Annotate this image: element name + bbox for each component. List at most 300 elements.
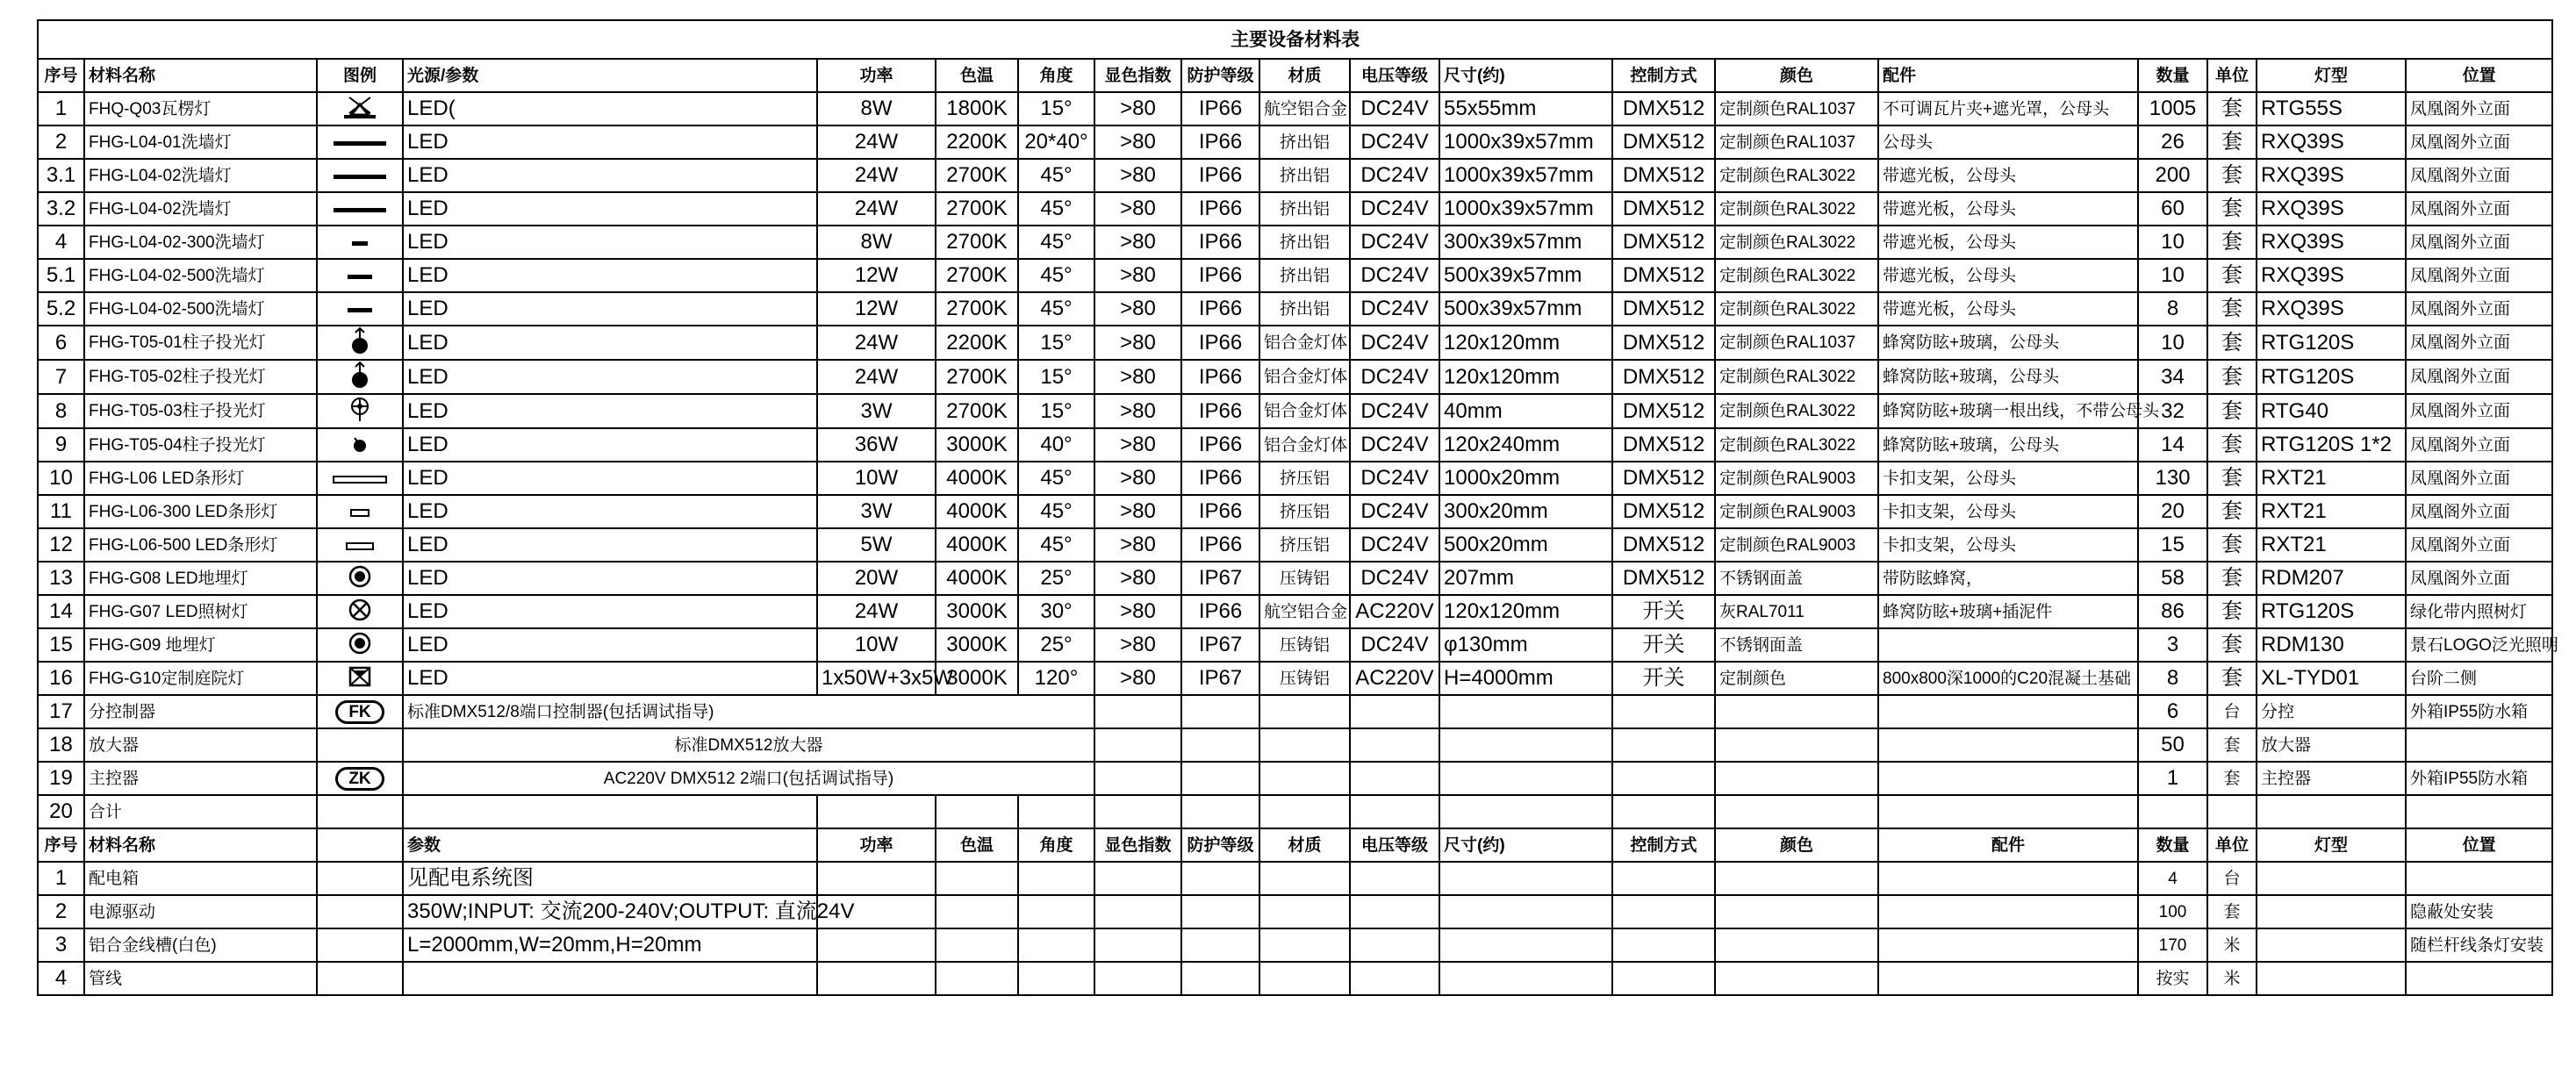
cell-ip: IP66	[1181, 462, 1259, 495]
cell-angle: 45°	[1018, 528, 1094, 562]
cell-name: 合计	[84, 795, 317, 828]
cell-control: DMX512	[1612, 226, 1715, 259]
column-header: 位置	[2406, 59, 2552, 92]
column-header: 配件	[1878, 59, 2138, 92]
cell-material: 挤出铝	[1259, 192, 1350, 226]
cell-unit: 套	[2207, 528, 2257, 562]
legend-cell	[317, 528, 403, 562]
cell-ip: IP66	[1181, 226, 1259, 259]
cell-unit: 套	[2207, 259, 2257, 292]
cell-cri: >80	[1094, 259, 1181, 292]
empty-cell	[2257, 862, 2406, 895]
cell-no: 14	[38, 595, 84, 628]
cell-pos: 凤凰阁外立面	[2406, 495, 2552, 528]
cell-src: LED	[403, 428, 817, 462]
cell-acc: 卡扣支架，公母头	[1878, 462, 2138, 495]
empty-cell	[1439, 795, 1612, 828]
cell-material: 航空铝合金	[1259, 595, 1350, 628]
cell-name: FHG-L04-02-300洗墙灯	[84, 226, 317, 259]
table-title: 主要设备材料表	[38, 20, 2552, 59]
cell-control: 开关	[1612, 662, 1715, 695]
cell-cct: 4000K	[936, 495, 1018, 528]
cell-material: 铝合金灯体	[1259, 394, 1350, 428]
cell-acc: 带防眩蜂窝，	[1878, 562, 2138, 595]
column-header: 显色指数	[1094, 828, 1181, 862]
cell-cri: >80	[1094, 595, 1181, 628]
cell-cct: 4000K	[936, 462, 1018, 495]
cell-pos: 绿化带内照树灯	[2406, 595, 2552, 628]
empty-cell	[1094, 762, 1181, 795]
linear-short-icon	[352, 232, 368, 253]
empty-cell	[1612, 962, 1715, 995]
cell-unit: 米	[2207, 962, 2257, 995]
cell-material: 铝合金灯体	[1259, 428, 1350, 462]
cell-model: RDM130	[2257, 628, 2406, 662]
cell-unit: 套	[2207, 394, 2257, 428]
cell-power: 10W	[817, 462, 936, 495]
cell-model: RTG120S	[2257, 326, 2406, 360]
cell-name: FHG-L04-02-500洗墙灯	[84, 259, 317, 292]
cell-no: 2	[38, 895, 84, 928]
cell-name: 放大器	[84, 728, 317, 762]
strip-long-icon	[333, 468, 387, 489]
cell-no: 6	[38, 326, 84, 360]
cell-control: DMX512	[1612, 495, 1715, 528]
cell-cct: 3000K	[936, 628, 1018, 662]
cell-ip: IP66	[1181, 92, 1259, 125]
legend-cell	[317, 192, 403, 226]
cell-unit: 套	[2207, 292, 2257, 326]
table-row	[38, 292, 2552, 326]
spotlight-up-icon	[348, 326, 372, 359]
legend-cell	[317, 695, 403, 728]
cell-color: 定制颜色RAL3022	[1715, 226, 1878, 259]
empty-cell	[1612, 862, 1715, 895]
column-header: 显色指数	[1094, 59, 1181, 92]
cell-ip: IP66	[1181, 394, 1259, 428]
column-header: 数量	[2138, 828, 2207, 862]
cell-color: 定制颜色	[1715, 662, 1878, 695]
cell-name: FHG-T05-04柱子投光灯	[84, 428, 317, 462]
cell-control: DMX512	[1612, 259, 1715, 292]
empty-cell	[1439, 895, 1612, 928]
legend-cell	[317, 259, 403, 292]
empty-cell	[1878, 962, 2138, 995]
cell-voltage: DC24V	[1350, 528, 1439, 562]
cell-model: RTG120S 1*2	[2257, 428, 2406, 462]
cell-unit: 套	[2207, 326, 2257, 360]
cell-control: DMX512	[1612, 360, 1715, 394]
cell-no: 13	[38, 562, 84, 595]
cell-ip: IP66	[1181, 360, 1259, 394]
cell-ip: IP66	[1181, 495, 1259, 528]
cell-pos	[2406, 862, 2552, 895]
cell-cri: >80	[1094, 428, 1181, 462]
cell-unit: 套	[2207, 226, 2257, 259]
empty-cell	[817, 795, 936, 828]
cell-angle: 15°	[1018, 394, 1094, 428]
cell-power: 36W	[817, 428, 936, 462]
cell-power: 24W	[817, 360, 936, 394]
table-row	[38, 562, 2552, 595]
column-header: 数量	[2138, 59, 2207, 92]
cell-pos: 凤凰阁外立面	[2406, 360, 2552, 394]
empty-cell	[1094, 962, 1181, 995]
cell-name: FHG-L06-500 LED条形灯	[84, 528, 317, 562]
table-row	[38, 962, 2552, 995]
cell-name: FHG-T05-02柱子投光灯	[84, 360, 317, 394]
cell-src: LED	[403, 259, 817, 292]
empty-cell	[1094, 695, 1181, 728]
empty-cell	[1612, 762, 1715, 795]
garden-light-box-icon	[348, 666, 371, 692]
cell-qty: 50	[2138, 728, 2207, 762]
cell-cct: 2700K	[936, 360, 1018, 394]
cell-material: 挤压铝	[1259, 462, 1350, 495]
cell-size: 120x120mm	[1439, 326, 1612, 360]
cell-pos: 凤凰阁外立面	[2406, 394, 2552, 428]
table-row	[38, 92, 2552, 125]
cell-no: 19	[38, 762, 84, 795]
cell-no: 8	[38, 394, 84, 428]
cell-no: 5.1	[38, 259, 84, 292]
cell-cct: 3000K	[936, 662, 1018, 695]
cell-unit: 套	[2207, 360, 2257, 394]
column-header: 控制方式	[1612, 59, 1715, 92]
empty-cell	[1350, 795, 1439, 828]
empty-cell	[2207, 795, 2257, 828]
cell-no: 1	[38, 92, 84, 125]
cell-name: FHG-L06 LED条形灯	[84, 462, 317, 495]
empty-cell	[1715, 928, 1878, 962]
cell-angle: 15°	[1018, 360, 1094, 394]
empty-cell	[1181, 695, 1259, 728]
cell-ip: IP67	[1181, 662, 1259, 695]
legend-cell	[317, 762, 403, 795]
cell-src: LED	[403, 562, 817, 595]
material-table	[37, 19, 2558, 996]
cell-angle: 25°	[1018, 562, 1094, 595]
cell-power: 24W	[817, 159, 936, 192]
cell-cri: >80	[1094, 394, 1181, 428]
cell-power: 12W	[817, 292, 936, 326]
empty-cell	[1439, 695, 1612, 728]
cell-voltage: DC24V	[1350, 462, 1439, 495]
cell-material: 铝合金灯体	[1259, 360, 1350, 394]
cell-angle: 40°	[1018, 428, 1094, 462]
column-header: 单位	[2207, 828, 2257, 862]
cell-size: 500x39x57mm	[1439, 259, 1612, 292]
cell-qty: 34	[2138, 360, 2207, 394]
cell-color: 定制颜色RAL3022	[1715, 292, 1878, 326]
cell-name: FHG-L04-02洗墙灯	[84, 192, 317, 226]
legend-cell	[317, 226, 403, 259]
empty-cell	[1350, 762, 1439, 795]
empty-cell	[1715, 895, 1878, 928]
cell-cri: >80	[1094, 226, 1181, 259]
cell-unit: 套	[2207, 895, 2257, 928]
cell-cri: >80	[1094, 628, 1181, 662]
empty-cell	[1878, 695, 2138, 728]
cell-pos: 外箱IP55防水箱	[2406, 762, 2552, 795]
cell-cri: >80	[1094, 360, 1181, 394]
cell-ip: IP66	[1181, 428, 1259, 462]
cell-power: 3W	[817, 495, 936, 528]
cell-angle: 45°	[1018, 292, 1094, 326]
empty-cell	[1350, 728, 1439, 762]
empty-cell	[1094, 795, 1181, 828]
empty-cell	[1018, 895, 1094, 928]
legend-cell	[317, 495, 403, 528]
cell-unit: 套	[2207, 462, 2257, 495]
cell-name: FHG-G07 LED照树灯	[84, 595, 317, 628]
cell-angle: 15°	[1018, 326, 1094, 360]
cell-voltage: DC24V	[1350, 428, 1439, 462]
cell-qty: 按实	[2138, 962, 2207, 995]
cell-pos	[2406, 962, 2552, 995]
cell-name: 配电箱	[84, 862, 317, 895]
cell-unit: 套	[2207, 159, 2257, 192]
column-header: 角度	[1018, 828, 1094, 862]
cell-material: 铝合金灯体	[1259, 326, 1350, 360]
cell-pos: 外箱IP55防水箱	[2406, 695, 2552, 728]
cell-name: 铝合金线槽(白色)	[84, 928, 317, 962]
table-row	[38, 226, 2552, 259]
cell-model: RXQ39S	[2257, 259, 2406, 292]
empty-cell	[936, 795, 1018, 828]
cell-size: 300x20mm	[1439, 495, 1612, 528]
cell-cri: >80	[1094, 292, 1181, 326]
cell-ip: IP66	[1181, 292, 1259, 326]
strip-medium-icon	[346, 534, 374, 555]
column-header: 电压等级	[1350, 828, 1439, 862]
table-row	[38, 428, 2552, 462]
empty-cell	[936, 862, 1018, 895]
cell-power: 12W	[817, 259, 936, 292]
cell-control: DMX512	[1612, 462, 1715, 495]
cell-angle: 25°	[1018, 628, 1094, 662]
spotlight-cross-icon	[348, 395, 372, 427]
cell-color: 定制颜色RAL1037	[1715, 92, 1878, 125]
cell-src: LED	[403, 628, 817, 662]
cell-voltage: DC24V	[1350, 259, 1439, 292]
cell-no: 1	[38, 862, 84, 895]
table-row	[38, 360, 2552, 394]
cell-model: RXQ39S	[2257, 292, 2406, 326]
empty-cell	[936, 962, 1018, 995]
wall-washer-angle-icon	[341, 94, 379, 125]
cell-size: 40mm	[1439, 394, 1612, 428]
cell-color: 定制颜色RAL3022	[1715, 394, 1878, 428]
cell-color: 定制颜色RAL3022	[1715, 159, 1878, 192]
column-header: 功率	[817, 828, 936, 862]
cell-unit: 套	[2207, 125, 2257, 159]
empty-cell	[1094, 895, 1181, 928]
cell-cri: >80	[1094, 326, 1181, 360]
cell-name: FHG-L06-300 LED条形灯	[84, 495, 317, 528]
empty-cell	[1259, 962, 1350, 995]
empty-cell	[817, 962, 936, 995]
cell-size: 500x39x57mm	[1439, 292, 1612, 326]
table-row	[38, 462, 2552, 495]
cell-name: 分控制器	[84, 695, 317, 728]
cell-qty: 200	[2138, 159, 2207, 192]
cell-control: DMX512	[1612, 428, 1715, 462]
cell-acc: 带遮光板，公母头	[1878, 159, 2138, 192]
cell-color: 定制颜色RAL9003	[1715, 528, 1878, 562]
column-header: 材质	[1259, 828, 1350, 862]
cell-cri: >80	[1094, 528, 1181, 562]
cell-cct: 3000K	[936, 428, 1018, 462]
cell-material: 挤出铝	[1259, 226, 1350, 259]
cell-size: 120x120mm	[1439, 595, 1612, 628]
cell-color: 定制颜色RAL1037	[1715, 326, 1878, 360]
cell-ip: IP66	[1181, 192, 1259, 226]
cell-control: DMX512	[1612, 192, 1715, 226]
cell-pos: 凤凰阁外立面	[2406, 428, 2552, 462]
empty-cell	[1878, 862, 2138, 895]
cell-model: RXQ39S	[2257, 125, 2406, 159]
cell-no: 15	[38, 628, 84, 662]
column-header	[317, 828, 403, 862]
table-row	[38, 662, 2552, 695]
cell-material: 压铸铝	[1259, 562, 1350, 595]
cell-unit: 套	[2207, 562, 2257, 595]
column-header: 光源/参数	[403, 59, 817, 92]
cell-angle: 45°	[1018, 192, 1094, 226]
table-row	[38, 326, 2552, 360]
column-header: 位置	[2406, 828, 2552, 862]
empty-cell	[1439, 728, 1612, 762]
column-header: 序号	[38, 828, 84, 862]
table-row	[38, 595, 2552, 628]
cell-acc: 带遮光板，公母头	[1878, 292, 2138, 326]
cell-acc: 公母头	[1878, 125, 2138, 159]
cell-model: 放大器	[2257, 728, 2406, 762]
cell-model: RXQ39S	[2257, 226, 2406, 259]
empty-cell	[1259, 762, 1350, 795]
cell-src: LED	[403, 394, 817, 428]
cell-pos: 凤凰阁外立面	[2406, 92, 2552, 125]
cell-src: LED	[403, 292, 817, 326]
cell-cct: 2700K	[936, 159, 1018, 192]
cell-qty: 20	[2138, 495, 2207, 528]
cell-control: DMX512	[1612, 394, 1715, 428]
legend-cell	[317, 595, 403, 628]
cell-acc: 卡扣支架，公母头	[1878, 528, 2138, 562]
cell-material: 压铸铝	[1259, 662, 1350, 695]
column-header: 单位	[2207, 59, 2257, 92]
empty-cell	[1181, 795, 1259, 828]
empty-cell	[936, 928, 1018, 962]
cell-size: 300x39x57mm	[1439, 226, 1612, 259]
cell-angle: 45°	[1018, 159, 1094, 192]
cell-size: 120x120mm	[1439, 360, 1612, 394]
cell-material: 挤压铝	[1259, 495, 1350, 528]
cell-model: RTG55S	[2257, 92, 2406, 125]
empty-cell	[1350, 695, 1439, 728]
cell-power: 24W	[817, 125, 936, 159]
empty-cell	[1715, 962, 1878, 995]
cell-cct: 2200K	[936, 326, 1018, 360]
cell-pos: 景石LOGO泛光照明	[2406, 628, 2552, 662]
cell-no: 18	[38, 728, 84, 762]
cell-unit: 套	[2207, 595, 2257, 628]
cell-unit: 米	[2207, 928, 2257, 962]
cell-unit: 套	[2207, 728, 2257, 762]
cell-model: RXQ39S	[2257, 159, 2406, 192]
cell-control: 开关	[1612, 595, 1715, 628]
cell-pos: 随栏杆线条灯安装	[2406, 928, 2552, 962]
cell-model: RTG120S	[2257, 360, 2406, 394]
cell-material: 挤出铝	[1259, 292, 1350, 326]
empty-cell	[1612, 928, 1715, 962]
cell-acc: 带遮光板，公母头	[1878, 259, 2138, 292]
cell-color: 灰RAL7011	[1715, 595, 1878, 628]
cell-unit: 套	[2207, 92, 2257, 125]
table-row	[38, 695, 2552, 728]
column-header: 尺寸(约)	[1439, 59, 1612, 92]
column-header: 灯型	[2257, 59, 2406, 92]
empty-cell	[1018, 862, 1094, 895]
cell-power: 24W	[817, 192, 936, 226]
cell-cri: >80	[1094, 495, 1181, 528]
empty-cell	[1259, 895, 1350, 928]
title-row	[38, 20, 2552, 59]
empty-cell	[1715, 695, 1878, 728]
cell-power: 8W	[817, 92, 936, 125]
cell-cct: 2200K	[936, 125, 1018, 159]
cell-angle: 15°	[1018, 92, 1094, 125]
legend-cell	[317, 628, 403, 662]
cell-color: 定制颜色RAL3022	[1715, 259, 1878, 292]
cell-qty: 10	[2138, 226, 2207, 259]
empty-cell	[1259, 795, 1350, 828]
legend-cell	[317, 862, 403, 895]
cell-acc: 带遮光板，公母头	[1878, 192, 2138, 226]
empty-cell	[1439, 762, 1612, 795]
cell-param: L=2000mm,W=20mm,H=20mm	[403, 928, 817, 962]
cell-acc: 带遮光板，公母头	[1878, 226, 2138, 259]
cell-material: 挤出铝	[1259, 125, 1350, 159]
empty-cell	[1439, 862, 1612, 895]
cell-angle: 20*40°	[1018, 125, 1094, 159]
empty-cell	[2257, 962, 2406, 995]
legend-cell	[317, 428, 403, 462]
cell-name: FHG-G10定制庭院灯	[84, 662, 317, 695]
cell-name: FHG-T05-03柱子投光灯	[84, 394, 317, 428]
material-schedule-sheet	[37, 19, 2558, 996]
cell-cri: >80	[1094, 462, 1181, 495]
cell-cct: 2700K	[936, 259, 1018, 292]
column-header: 尺寸(约)	[1439, 828, 1612, 862]
cell-pos: 凤凰阁外立面	[2406, 562, 2552, 595]
empty-cell	[1612, 795, 1715, 828]
cell-size: 55x55mm	[1439, 92, 1612, 125]
cell-acc: 蜂窝防眩+玻璃一根出线，不带公母头	[1878, 394, 2138, 428]
cell-src: LED	[403, 595, 817, 628]
empty-cell	[1181, 895, 1259, 928]
column-header: 防护等级	[1181, 828, 1259, 862]
cell-pos: 凤凰阁外立面	[2406, 159, 2552, 192]
cell-acc: 蜂窝防眩+玻璃，公母头	[1878, 428, 2138, 462]
table-row	[38, 259, 2552, 292]
cell-src: LED	[403, 159, 817, 192]
cell-no: 7	[38, 360, 84, 394]
linear-medium-icon	[348, 298, 372, 319]
cell-ip: IP66	[1181, 125, 1259, 159]
cell-cct: 4000K	[936, 528, 1018, 562]
